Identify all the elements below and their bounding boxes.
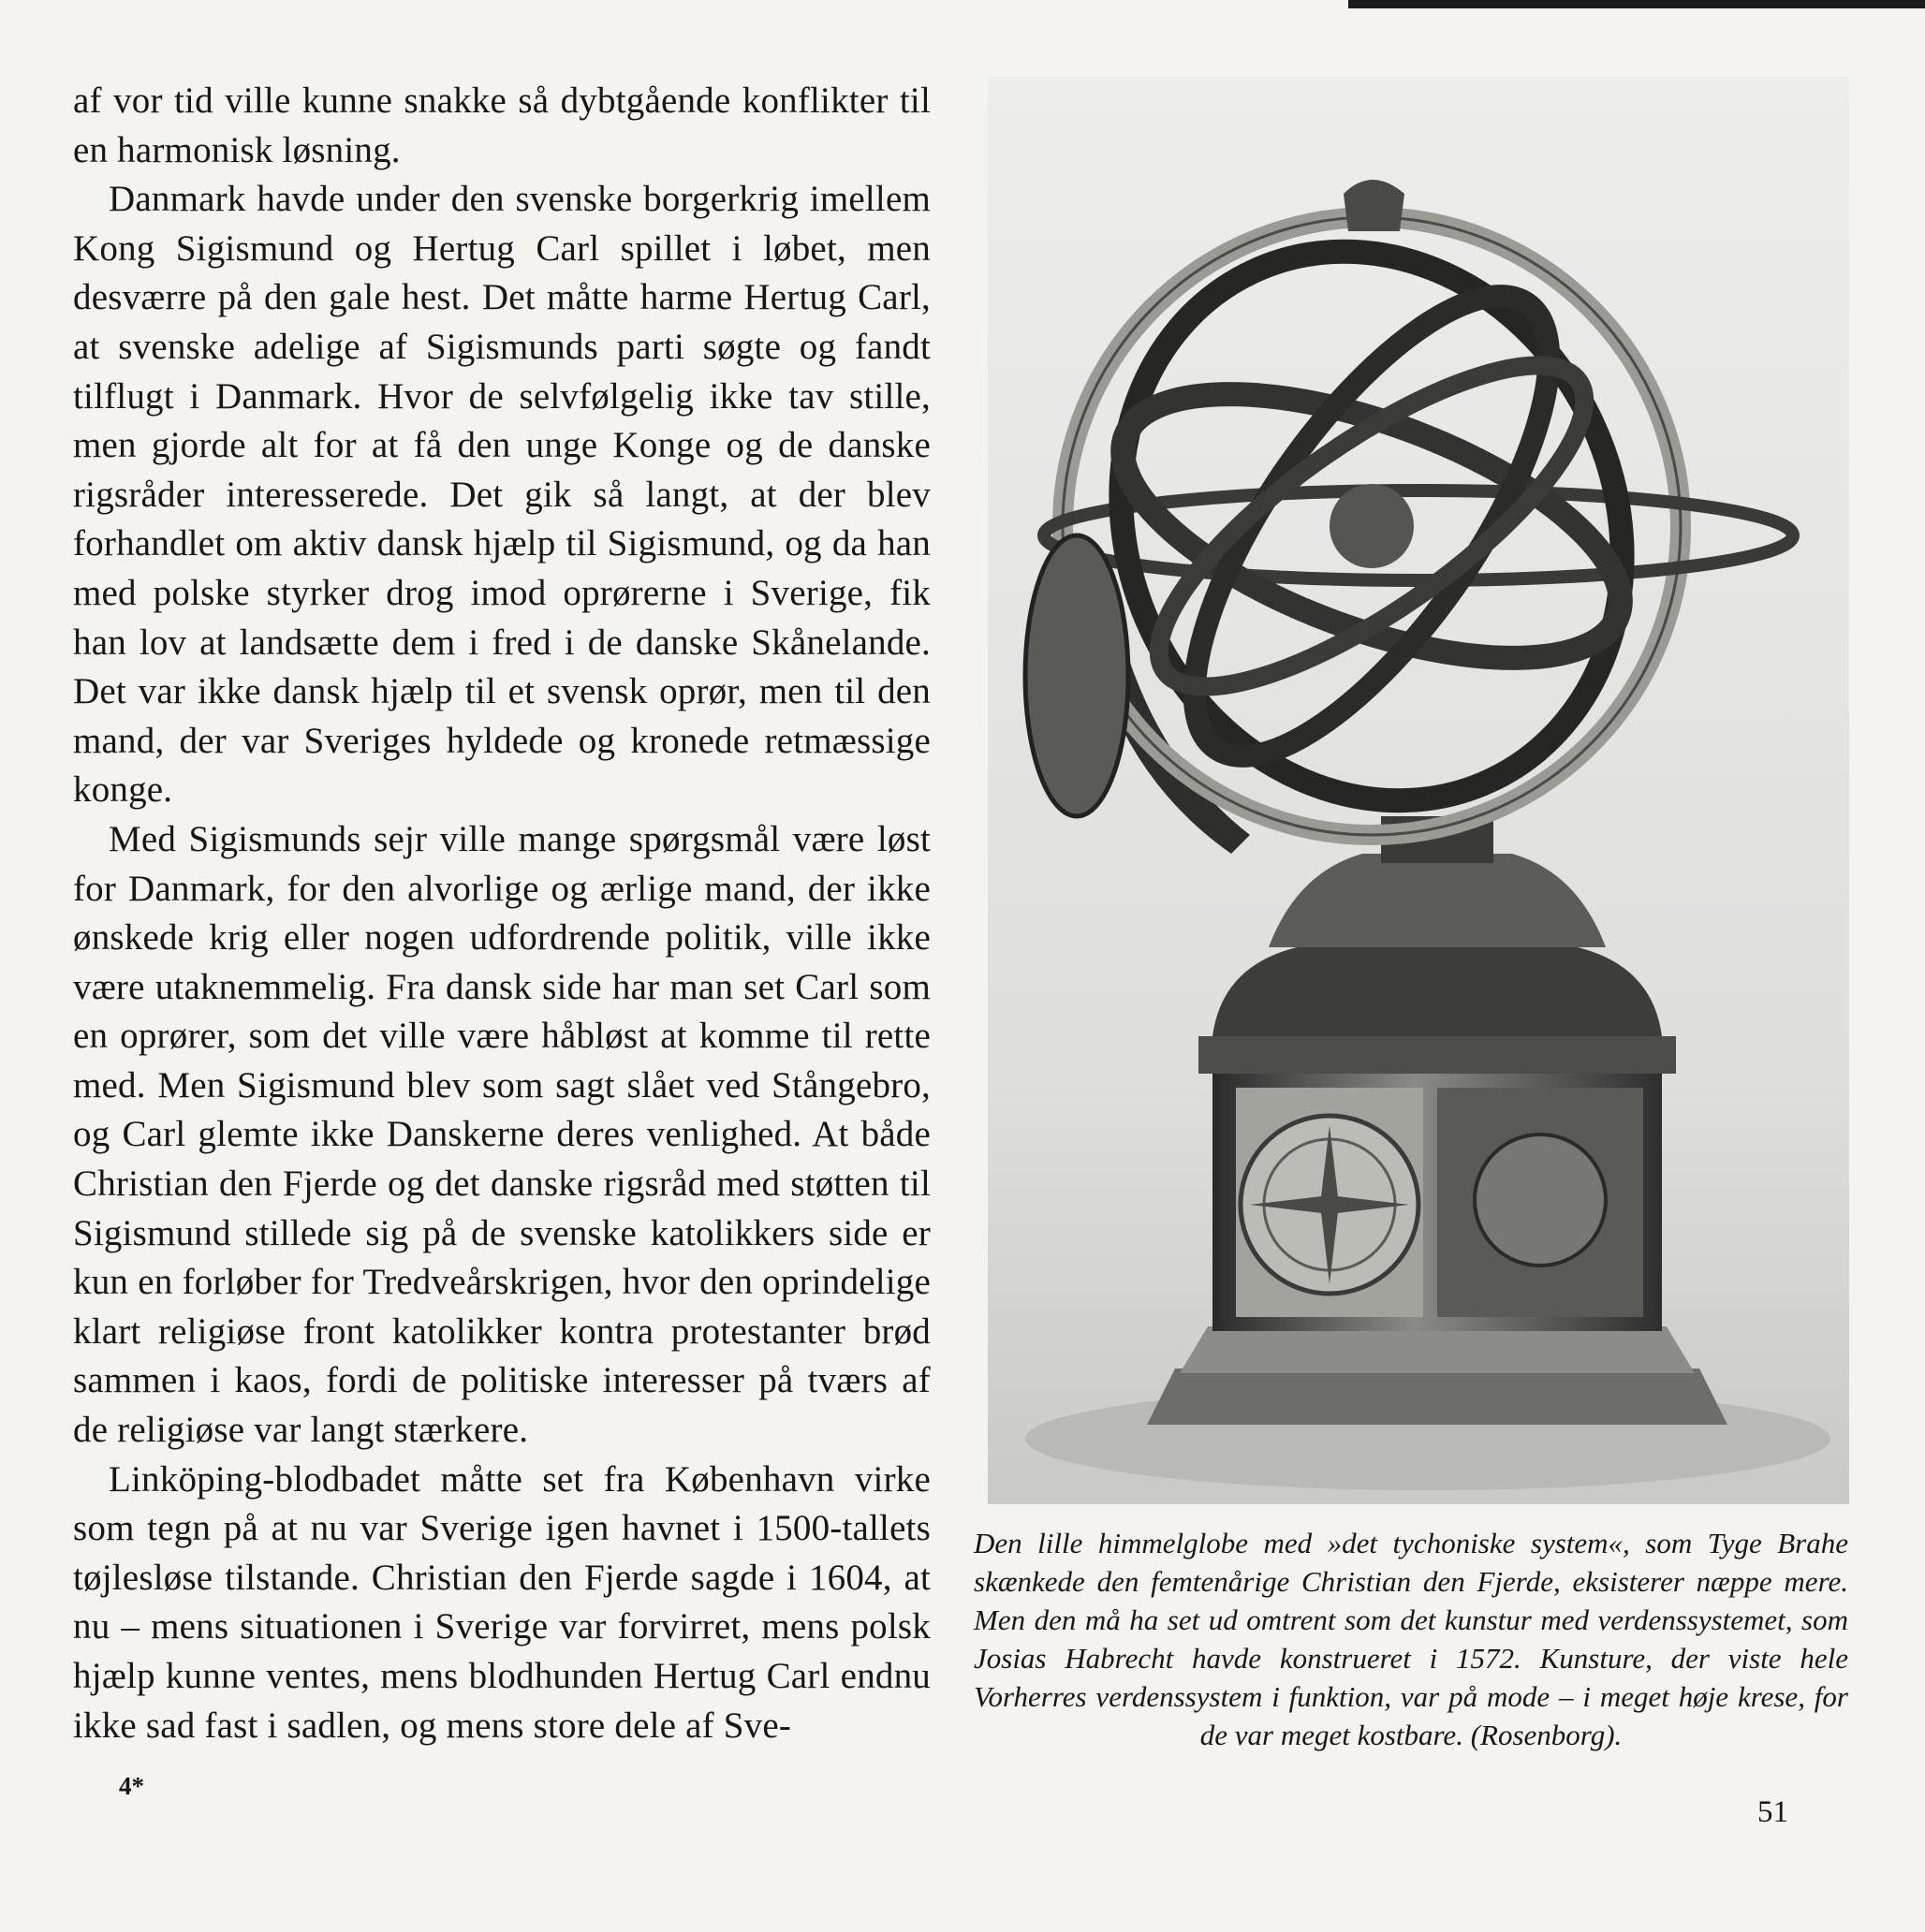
paragraph-4: Linköping-blodbadet måtte set fra København virke som tegn på at nu var Sverige igen havnet i 1500-tallets tøjlesløse tilstande. Christian den Fjerde sagde i 1604, at nu – mens situationen i Sverige var forvirret, mens polsk hjælp kunne ventes, mens blodhunden Hertug Carl endnu ikke sad fast i sadlen, og mens store dele af Sve-: [73, 1458, 931, 1746]
body-text: [73, 77, 931, 1750]
paragraph-1: af vor tid ville kunne snakke så dybtgående konflikter til en harmonisk løsning.: [73, 80, 931, 170]
top-rule: [1348, 0, 1925, 8]
armillary-sphere-photo: [988, 77, 1849, 1504]
signature-mark: 4*: [119, 1772, 144, 1800]
paragraph-3: Med Sigismunds sejr ville mange spørgsmål være løst for Danmark, for den alvorlige og ærlige mand, der ikke ønskede krig eller nogen udfordrende politik, ville ikke være utaknemmelig. Fra dansk side har man set Carl som en oprører, som det ville være håbløst at komme til rette med. Men Sigismund blev som sagt slået ved Stångebro, og Carl glemte ikke Danskerne deres venlighed. At både Christian den Fjerde og det danske rigsråd med støtten til Sigismund stillede sig på de svenske katolikkers side er kun en forløber for Tredveårskrigen, hvor den oprindelige klart religiøse front katolikker kontra protestanter brød sammen i kaos, fordi de politiske interesser på tværs af de religiøse var langt stærkere.: [73, 818, 931, 1451]
armillary-sphere-illustration: [988, 77, 1849, 1504]
paragraph-2: Danmark havde under den svenske borgerkrig imellem Kong Sigismund og Hertug Carl spillet i løbet, men desværre på den gale hest. Det måtte harme Hertug Carl, at svenske adelige af Sigismunds parti søgte og fandt tilflugt i Danmark. Hvor de selvfølgelig ikke tav stille, men gjorde alt for at få den unge Konge og de danske rigsråder interesserede. Det gik så langt, at der blev forhandlet om aktiv dansk hjælp til Sigismund, og da han med polske styrker drog imod oprørerne i Sverige, fik han lov at landsætte dem i fred i de danske Skånelande. Det var ikke dansk hjælp til et svensk oprør, men til den mand, der var Sveriges hyldede og kronede retmæssige konge.: [73, 179, 931, 811]
figure-caption: Den lille himmelglobe med »det tychoniske system«, som Tyge Brahe skænkede den femtenårige Christian den Fjerde, eksisterer næppe mere. Men den må ha set ud omtrent som det kunstur med verdenssystemet, som Josias Habrecht havde konstrueret i 1572. Kunsture, der viste hele Vorherres verdenssystem i funktion, var på mode – i meget høje krese, for de var meget kostbare. (Rosenborg).: [974, 1527, 1848, 1751]
page-number: 51: [1757, 1795, 1788, 1829]
